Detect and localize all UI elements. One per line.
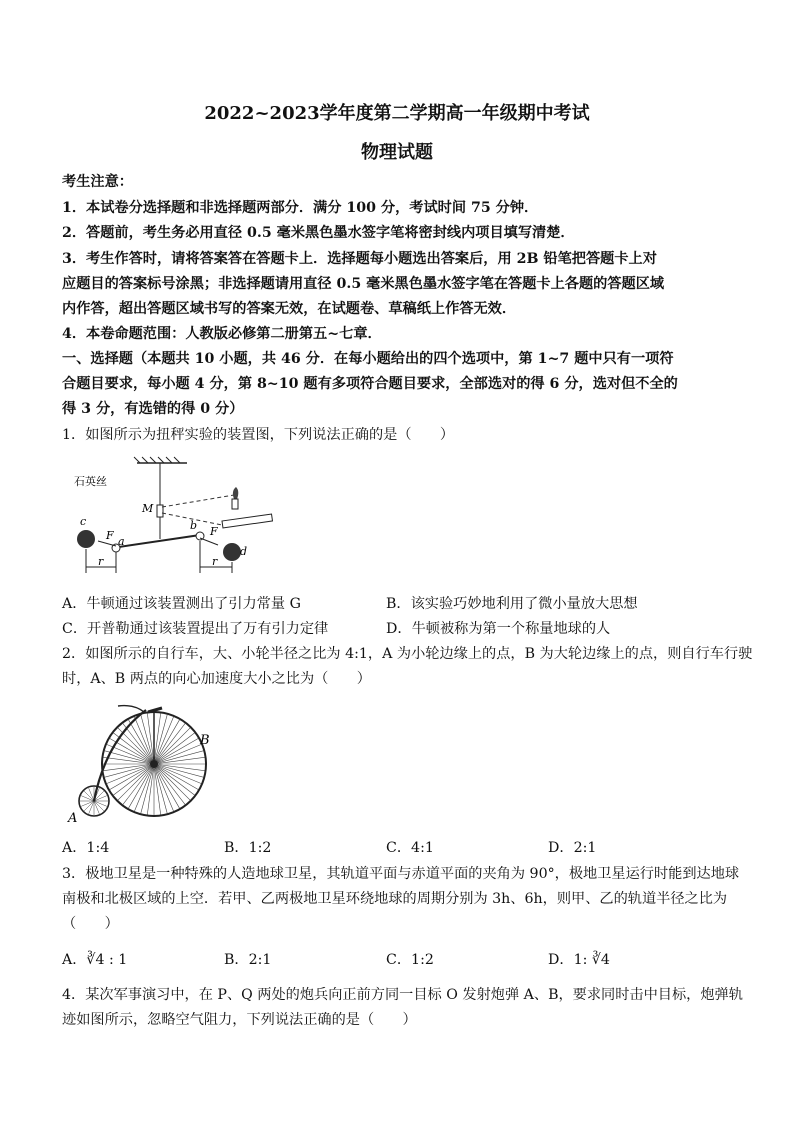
fiber-label: 石英丝 [74, 475, 107, 488]
q1-option-c: C．开普勒通过该装置提出了万有引力定律 [62, 621, 329, 637]
label-a: a [118, 535, 125, 548]
label-B: B [200, 733, 210, 748]
question-2-stem: 时，A、B 两点的向心加速度大小之比为（ ） [62, 671, 371, 687]
q3-option-b: B．2:1 [224, 952, 272, 968]
question-1-stem: 1．如图所示为扭秤实验的装置图，下列说法正确的是（ ） [62, 427, 455, 443]
section-heading: 一、选择题（本题共 10 小题，共 46 分．在每小题给出的四个选项中，第 1~7 题中只有一项符 [62, 351, 674, 367]
torsion-balance-figure [72, 455, 292, 585]
notice-item: 应题目的答案标号涂黑；非选择题请用直径 0.5 毫米黑色墨水签字笔在答题卡上各题的答题区域 [62, 276, 665, 292]
question-3-stem: （ ） [62, 916, 119, 932]
bicycle-figure [66, 700, 216, 825]
q1-option-d: D．牛顿被称为第一个称量地球的人 [386, 621, 611, 637]
notice-item: 2．答题前，考生务必用直径 0.5 毫米黑色墨水签字笔将密封线内项目填写清楚． [62, 225, 575, 241]
q3-option-c: C．1:2 [386, 952, 434, 968]
label-r2: r [212, 555, 218, 568]
q2-option-b: B．1:2 [224, 840, 272, 856]
label-F2: F [210, 525, 218, 538]
notice-heading: 考生注意： [62, 174, 133, 190]
section-heading: 得 3 分，有选错的得 0 分） [62, 401, 244, 417]
question-4-stem: 迹如图所示，忽略空气阻力，下列说法正确的是（ ） [62, 1012, 417, 1028]
notice-item: 内作答，超出答题区域书写的答案无效，在试题卷、草稿纸上作答无效． [62, 301, 517, 317]
exam-subtitle: 物理试题 [361, 142, 433, 163]
label-b: b [190, 519, 198, 532]
label-d: d [240, 545, 248, 558]
question-3-stem: 南极和北极区域的上空．若甲、乙两极地卫星环绕地球的周期分别为 3h、6h，则甲、乙的轨道半径之比为 [62, 891, 728, 907]
notice-item: 1．本试卷分选择题和非选择题两部分．满分 100 分，考试时间 75 分钟． [62, 200, 539, 216]
q2-option-d: D．2:1 [548, 840, 597, 856]
label-F1: F [106, 529, 114, 542]
notice-item: 3．考生作答时，请将答案答在答题卡上．选择题每小题选出答案后，用 2B 铅笔把答题卡上对 [62, 251, 657, 267]
notice-item: 4．本卷命题范围：人教版必修第二册第五~七章． [62, 326, 382, 342]
q1-option-a: A．牛顿通过该装置测出了引力常量 G [62, 596, 301, 612]
label-M: M [142, 502, 154, 515]
q2-option-c: C．4:1 [386, 840, 434, 856]
q2-option-a: A．1:4 [62, 840, 110, 856]
label-r1: r [98, 555, 104, 568]
exam-title: 2022~2023学年度第二学期高一年级期中考试 [204, 103, 590, 124]
q3-option-d: D．1: ∛4 [548, 952, 610, 968]
q3-option-a: A．∛4 : 1 [62, 952, 128, 968]
section-heading: 合题目要求，每小题 4 分，第 8~10 题有多项符合题目要求，全部选对的得 6 分，选对但不全的 [62, 376, 678, 392]
label-A: A [68, 811, 78, 825]
question-4-stem: 4．某次军事演习中，在 P、Q 两处的炮兵向正前方同一目标 O 发射炮弹 A、B，要求同时击中目标，炮弹轨 [62, 987, 743, 1003]
question-2-stem: 2．如图所示的自行车，大、小轮半径之比为 4:1，A 为小轮边缘上的点，B 为大轮边缘上的点，则自行车行驶 [62, 646, 753, 662]
question-3-stem: 3．极地卫星是一种特殊的人造地球卫星，其轨道平面与赤道平面的夹角为 90°，极地卫星运行时能到达地球 [62, 866, 740, 882]
q1-option-b: B．该实验巧妙地利用了微小量放大思想 [386, 596, 638, 612]
label-c: c [80, 515, 87, 528]
